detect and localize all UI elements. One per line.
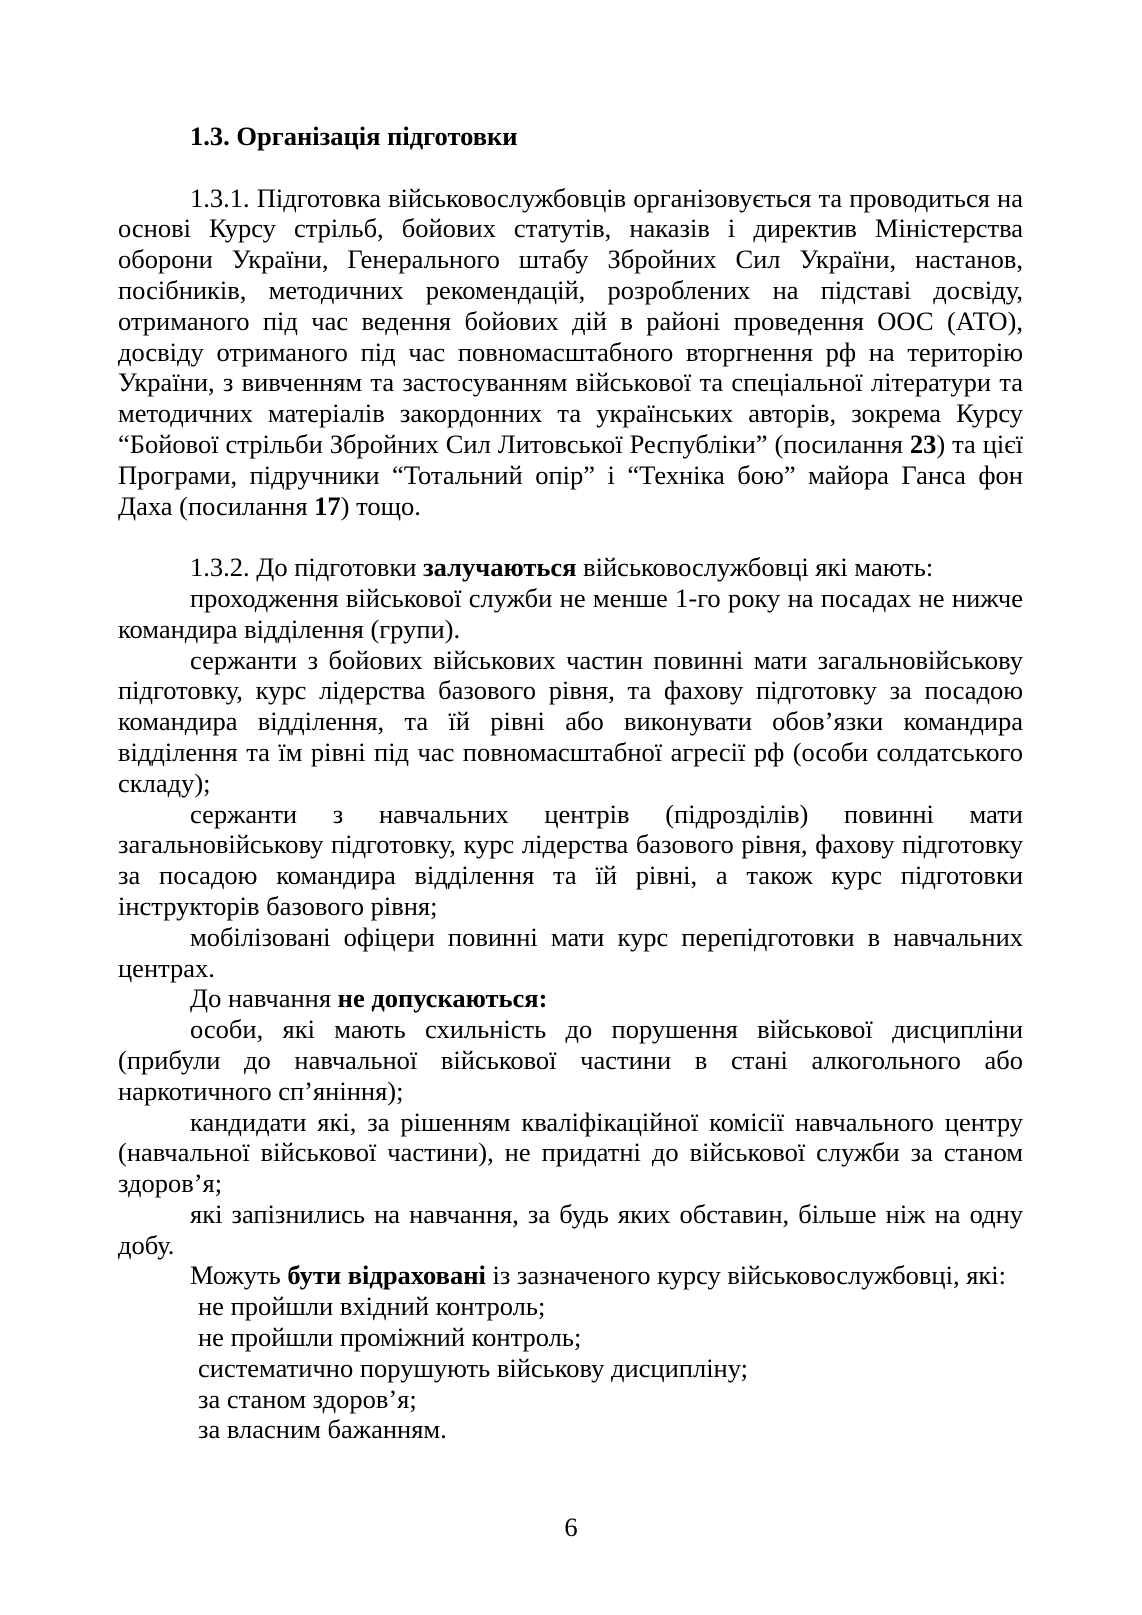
list-line bbox=[118, 1414, 1023, 1445]
bold-text-run: залучаються bbox=[423, 552, 577, 583]
text-run: із зазначеного курсу військовослужбовці, які: bbox=[485, 1260, 1006, 1291]
bold-text-run: 23 bbox=[909, 428, 937, 459]
paragraph bbox=[118, 922, 1023, 984]
text-run: Можуть bbox=[190, 1260, 288, 1291]
text-run: за станом здоров’я; bbox=[198, 1383, 417, 1414]
paragraph bbox=[118, 983, 1023, 1014]
paragraph bbox=[118, 1260, 1023, 1291]
text-run: До навчання bbox=[190, 983, 338, 1014]
text-run: ) тощо. bbox=[340, 490, 421, 521]
text-run: 1.3.1. Підготовка військовослужбовців організовується та проводиться на основі Курсу стрільб, бойових статутів, наказів і директив Міністерства оборони України, Генерального штабу Збройних Сил України, настанов, посібників, методичних рекомендацій, розроблених на підставі досвіду, отриманого під час ведення бойових дій в районі проведення ООС (АТО), досвіду отриманого під час повномасштабного вторгнення рф на територію України, з вивченням та застосуванням військової та спеціальної літератури та методичних матеріалів закордонних та українських авторів, зокрема Курсу “Бойової стрільби Збройних Сил Литовської Республіки” (посилання bbox=[118, 182, 1023, 459]
bold-text-run: 17 bbox=[314, 490, 341, 521]
text-run: проходження військової служби не менше 1-го року на посадах не нижче командира відділення (групи). bbox=[118, 582, 1023, 644]
text-run: не пройшли проміжний контроль; bbox=[198, 1322, 582, 1353]
text-run: сержанти з бойових військових частин повинні мати загальновійськову підготовку, курс лідерства базового рівня, та фахову підготовку за посадою командира відділення, та їй рівні або виконувати обов’язки командира відділення та їм рівні під час повномасштабної агресії рф (особи солдатського складу); bbox=[118, 644, 1023, 798]
paragraph bbox=[118, 1107, 1023, 1199]
paragraph bbox=[118, 645, 1023, 799]
bold-text-run: 1.3. Організація підготовки bbox=[190, 121, 518, 151]
text-run: за власним бажанням. bbox=[198, 1414, 447, 1445]
list-line bbox=[118, 1322, 1023, 1353]
page-number: 6 bbox=[564, 1512, 578, 1542]
paragraph bbox=[118, 183, 1023, 522]
text-run: ) та цієї Програми, підручники “Тотальний опір” і “Техніка бою” майора Ганса фон Даха (посилання bbox=[118, 428, 1023, 521]
text-run: не пройшли вхідний контроль; bbox=[198, 1291, 546, 1322]
text-run: сержанти з навчальних центрів (підрозділів) повинні мати загальновійськову підготовку, курс лідерства базового рівня, фахову підготовку за посадою командира відділення та їй рівні, а також курс підготовки інструкторів базового рівня; bbox=[118, 798, 1023, 921]
list-line bbox=[118, 1353, 1023, 1384]
list-line bbox=[118, 1291, 1023, 1322]
text-run: систематично порушують військову дисципліну; bbox=[198, 1352, 749, 1383]
text-run: кандидати які, за рішенням кваліфікаційної комісії навчального центру (навчальної військової частини), не придатні до військової служби за станом здоров’я; bbox=[118, 1106, 1023, 1199]
text-run: 1.3.2. До підготовки bbox=[190, 552, 424, 583]
paragraph bbox=[118, 583, 1023, 645]
paragraph bbox=[118, 1199, 1023, 1261]
list-line bbox=[118, 1384, 1023, 1415]
blank-line bbox=[118, 152, 1023, 183]
document-body bbox=[118, 121, 1023, 1445]
bold-text-run: не допускаються: bbox=[337, 983, 548, 1014]
text-run: мобілізовані офіцери повинні мати курс перепідготовки в навчальних центрах. bbox=[118, 921, 1023, 983]
paragraph bbox=[118, 799, 1023, 922]
text-run: військовослужбовці які мають: bbox=[576, 552, 934, 583]
paragraph bbox=[118, 1014, 1023, 1106]
paragraph bbox=[118, 552, 1023, 583]
text-run: особи, які мають схильність до порушення військової дисципліни (прибули до навчальної військової частини в стані алкогольного або наркотичного сп’яніння); bbox=[118, 1014, 1023, 1106]
section-heading bbox=[118, 121, 1023, 152]
text-run: які запізнились на навчання, за будь яких обставин, більше ніж на одну добу. bbox=[118, 1198, 1023, 1260]
blank-line bbox=[118, 521, 1023, 552]
bold-text-run: бути відраховані bbox=[287, 1260, 486, 1291]
